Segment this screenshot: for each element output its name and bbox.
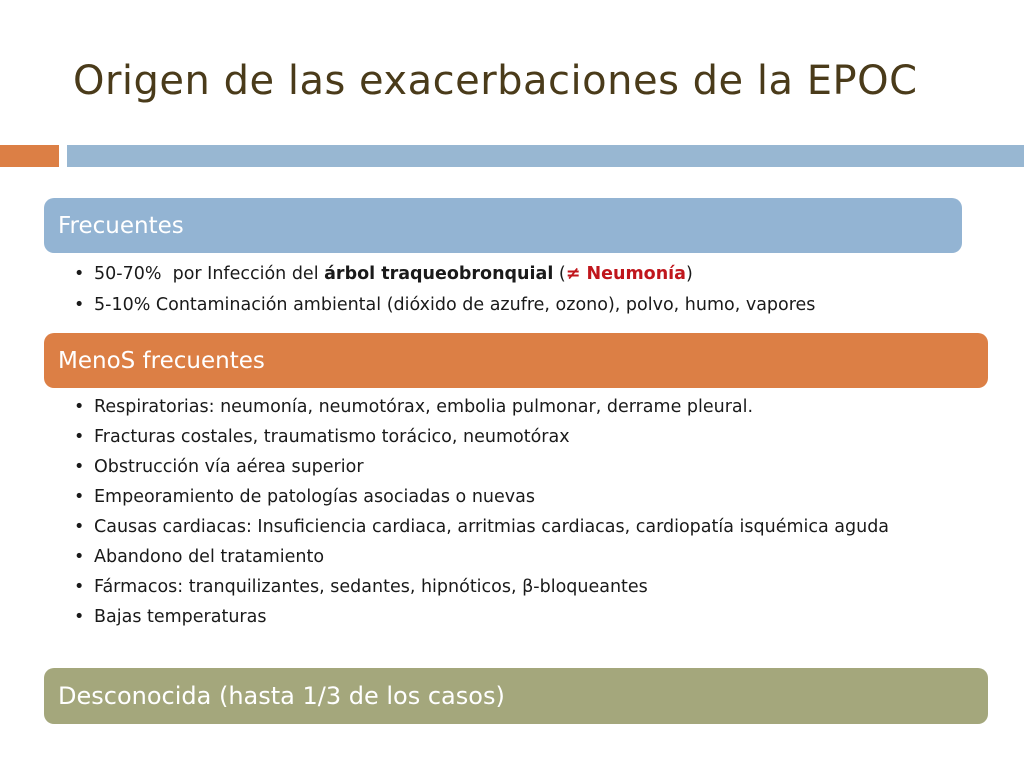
section-band-desconocida — [44, 668, 988, 724]
item-text-prefix: 50-70% por Infección del — [94, 264, 325, 284]
list-item — [74, 262, 974, 293]
list-item: • Causas cardiacas: Insuficiencia cardiaca, arritmias cardiacas, cardiopatía isquémica aguda — [74, 516, 984, 538]
list-item: • Empeoramiento de patologías asociadas o nuevas — [74, 486, 984, 508]
list-item: • Obstrucción vía aérea superior — [74, 456, 984, 478]
list-item: • Fracturas costales, traumatismo torácico, neumotórax — [74, 426, 984, 448]
list-item: • Respiratorias: neumonía, neumotórax, embolia pulmonar, derrame pleural. — [74, 396, 984, 418]
item-text-suffix: ) — [685, 264, 693, 284]
title-rule-blue — [67, 145, 1024, 167]
item-text-red: ≠ Neumonía — [565, 264, 686, 284]
title-rule-orange — [0, 145, 59, 167]
slide-title: Origen de las exacerbaciones de la EPOC — [73, 58, 918, 104]
item-text-bold: árbol traqueobronquial — [324, 264, 554, 284]
list-item: • Bajas temperaturas — [74, 606, 984, 628]
list-item: • Fármacos: tranquilizantes, sedantes, hipnóticos, β-bloqueantes — [74, 576, 984, 598]
menos-frecuentes-list — [74, 396, 984, 636]
section-heading-desconocida: Desconocida (hasta 1/3 de los casos) — [58, 682, 505, 710]
frecuentes-list — [74, 262, 974, 324]
section-heading-frecuentes: Frecuentes — [58, 212, 184, 239]
item-text-middle: ( — [553, 264, 566, 284]
list-item: • 5-10% Contaminación ambiental (dióxido de azufre, ozono), polvo, humo, vapores — [74, 293, 974, 324]
section-heading-menos-frecuentes: MenoS frecuentes — [58, 347, 265, 374]
section-band-frecuentes — [44, 198, 962, 253]
section-band-menos-frecuentes — [44, 333, 988, 388]
list-item: • Abandono del tratamiento — [74, 546, 984, 568]
